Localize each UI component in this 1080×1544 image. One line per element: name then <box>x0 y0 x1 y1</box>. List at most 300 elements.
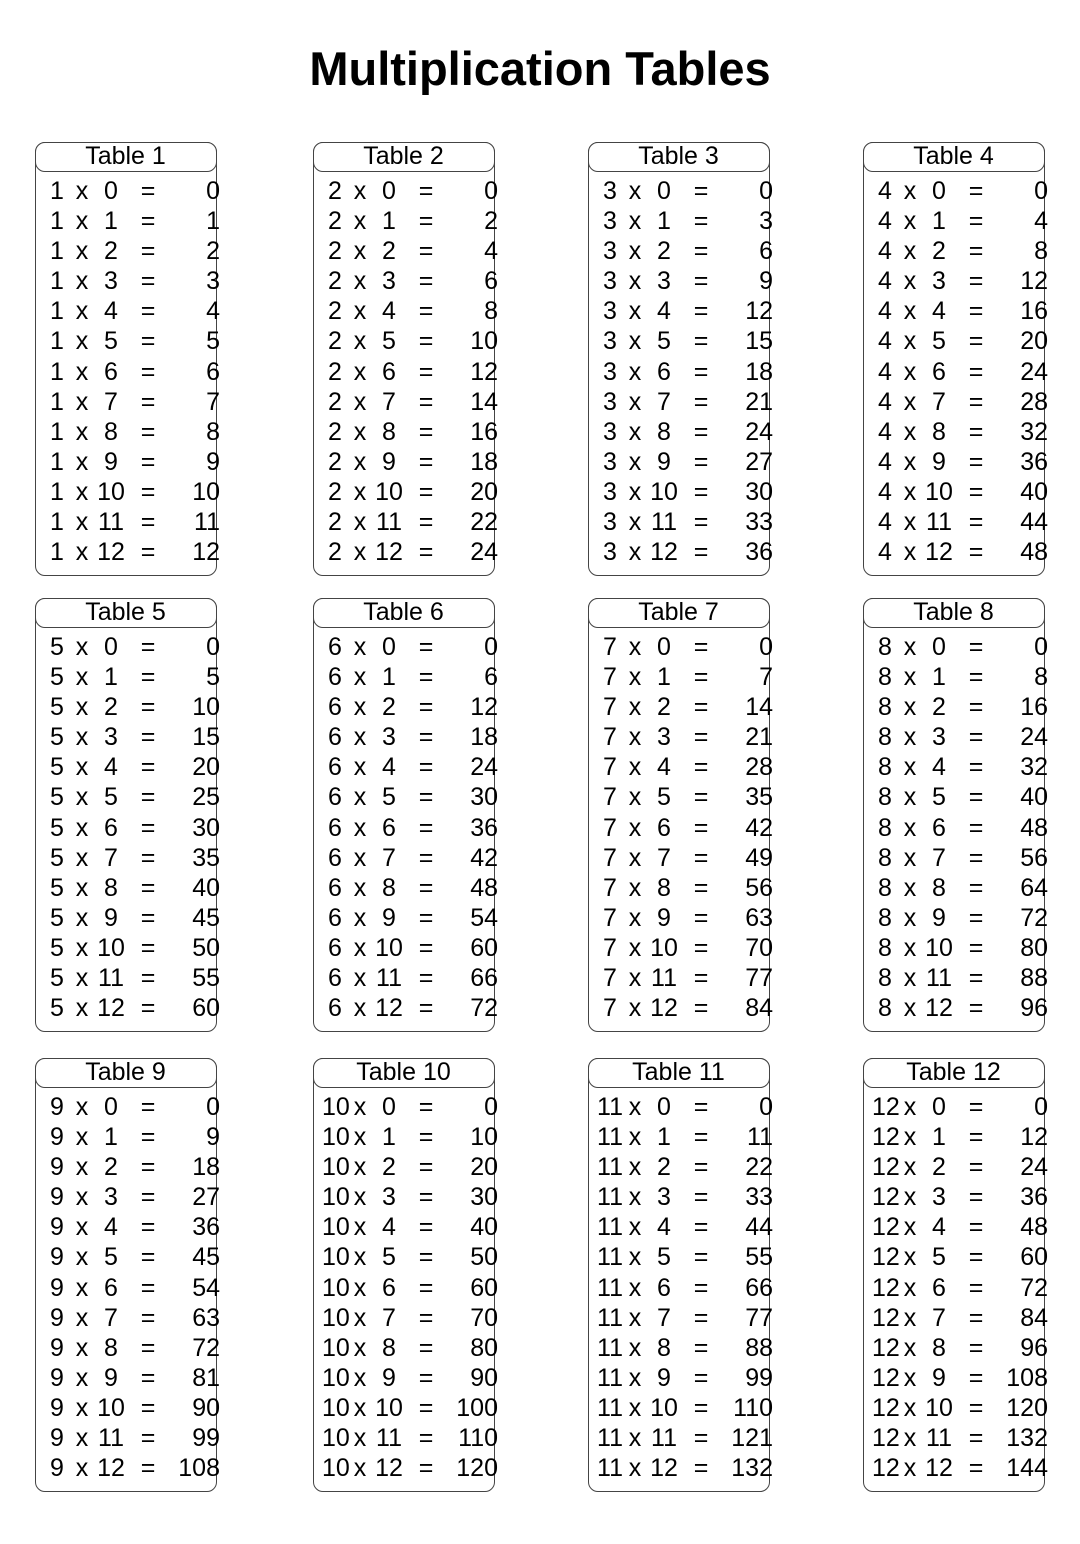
multiplicand: 9 <box>50 1213 64 1242</box>
multiplicand: 6 <box>328 843 342 872</box>
multiplicand: 1 <box>50 297 64 326</box>
multiplier: 9 <box>382 447 396 476</box>
equals-sign: = <box>418 1424 434 1453</box>
multiplicand: 10 <box>322 1213 350 1242</box>
table-row <box>36 993 220 1023</box>
product: 5 <box>206 327 220 356</box>
table-card <box>313 1057 498 1492</box>
multiplier: 2 <box>932 693 946 722</box>
multiplier: 5 <box>932 327 946 356</box>
table-row <box>314 266 498 296</box>
equals-sign: = <box>140 693 156 722</box>
table-row <box>314 722 498 752</box>
product: 8 <box>1034 237 1048 266</box>
product: 50 <box>470 1243 498 1272</box>
equals-sign: = <box>968 813 984 842</box>
table-rows <box>36 632 220 1023</box>
equals-sign: = <box>693 994 709 1023</box>
table-row <box>36 266 220 296</box>
product: 60 <box>192 994 220 1023</box>
multiplicand: 2 <box>328 327 342 356</box>
multiplier: 0 <box>382 177 396 205</box>
multiplicand: 2 <box>328 267 342 296</box>
table-row <box>314 1363 498 1393</box>
product: 30 <box>470 783 498 812</box>
product: 30 <box>745 477 773 506</box>
times-sign: x <box>628 177 642 205</box>
multiplicand: 12 <box>872 1123 900 1152</box>
table-row <box>36 963 220 993</box>
multiplier: 1 <box>932 663 946 692</box>
multiplier: 8 <box>657 417 671 446</box>
multiplicand: 7 <box>603 783 617 812</box>
product: 108 <box>1006 1363 1048 1392</box>
table-row <box>864 1242 1048 1272</box>
table-row <box>864 206 1048 236</box>
product: 49 <box>745 843 773 872</box>
product: 30 <box>192 813 220 842</box>
equals-sign: = <box>418 633 434 661</box>
multiplicand: 12 <box>872 1454 900 1483</box>
times-sign: x <box>628 903 642 932</box>
multiplier: 5 <box>657 783 671 812</box>
table-row <box>864 903 1048 933</box>
multiplicand: 11 <box>597 1454 623 1483</box>
times-sign: x <box>353 177 367 205</box>
product: 6 <box>206 357 220 386</box>
times-sign: x <box>353 1454 367 1483</box>
times-sign: x <box>903 508 917 537</box>
equals-sign: = <box>968 1243 984 1272</box>
multiplicand: 12 <box>872 1333 900 1362</box>
equals-sign: = <box>968 538 984 567</box>
product: 0 <box>484 633 498 661</box>
product: 0 <box>206 1093 220 1121</box>
multiplier: 12 <box>97 538 125 567</box>
multiplicand: 10 <box>322 1153 350 1182</box>
product: 48 <box>1020 538 1048 567</box>
times-sign: x <box>628 783 642 812</box>
multiplicand: 6 <box>328 813 342 842</box>
table-row <box>589 296 773 326</box>
table-row <box>314 1273 498 1303</box>
multiplicand: 3 <box>603 538 617 567</box>
table-row <box>589 206 773 236</box>
table-row <box>314 752 498 782</box>
multiplicand: 3 <box>603 357 617 386</box>
equals-sign: = <box>693 538 709 567</box>
product: 0 <box>484 1093 498 1121</box>
multiplicand: 10 <box>322 1183 350 1212</box>
table-row <box>589 692 773 722</box>
product: 110 <box>458 1424 498 1453</box>
product: 81 <box>192 1363 220 1392</box>
table-row <box>864 993 1048 1023</box>
equals-sign: = <box>418 447 434 476</box>
product: 16 <box>470 417 498 446</box>
equals-sign: = <box>140 297 156 326</box>
table-row <box>864 1212 1048 1242</box>
product: 4 <box>206 297 220 326</box>
product: 11 <box>194 508 220 537</box>
multiplicand: 3 <box>603 327 617 356</box>
multiplicand: 6 <box>328 873 342 902</box>
table-row <box>314 206 498 236</box>
multiplicand: 3 <box>603 267 617 296</box>
multiplicand: 2 <box>328 297 342 326</box>
table-row <box>589 722 773 752</box>
equals-sign: = <box>693 267 709 296</box>
multiplier: 1 <box>932 207 946 236</box>
times-sign: x <box>903 1333 917 1362</box>
times-sign: x <box>353 753 367 782</box>
multiplier: 7 <box>932 1303 946 1332</box>
times-sign: x <box>903 1243 917 1272</box>
multiplicand: 4 <box>878 477 892 506</box>
equals-sign: = <box>140 753 156 782</box>
equals-sign: = <box>968 1273 984 1302</box>
product: 3 <box>206 267 220 296</box>
times-sign: x <box>628 1393 642 1422</box>
multiplier: 0 <box>382 1093 396 1121</box>
table-row <box>314 1333 498 1363</box>
multiplier: 2 <box>382 237 396 266</box>
equals-sign: = <box>693 873 709 902</box>
table-row <box>589 326 773 356</box>
multiplier: 1 <box>657 1123 671 1152</box>
multiplier: 1 <box>932 1123 946 1152</box>
product: 5 <box>206 663 220 692</box>
times-sign: x <box>75 1363 89 1392</box>
multiplier: 5 <box>104 1243 118 1272</box>
multiplicand: 10 <box>322 1333 350 1362</box>
table-rows <box>314 632 498 1023</box>
table-card <box>313 597 498 1032</box>
product: 12 <box>470 693 498 722</box>
table-row <box>314 537 498 567</box>
times-sign: x <box>903 753 917 782</box>
table-header: Table 10 <box>313 1058 495 1088</box>
table-row <box>36 1453 220 1483</box>
multiplicand: 9 <box>50 1273 64 1302</box>
product: 72 <box>192 1333 220 1362</box>
multiplicand: 4 <box>878 267 892 296</box>
product: 44 <box>1020 508 1048 537</box>
equals-sign: = <box>968 267 984 296</box>
multiplicand: 5 <box>50 693 64 722</box>
table-row <box>589 387 773 417</box>
multiplicand: 4 <box>878 237 892 266</box>
equals-sign: = <box>418 1363 434 1392</box>
multiplicand: 10 <box>322 1123 350 1152</box>
times-sign: x <box>903 994 917 1023</box>
table-row <box>864 963 1048 993</box>
product: 42 <box>470 843 498 872</box>
times-sign: x <box>353 1273 367 1302</box>
product: 132 <box>731 1454 773 1483</box>
multiplicand: 3 <box>603 508 617 537</box>
equals-sign: = <box>693 903 709 932</box>
multiplicand: 4 <box>878 447 892 476</box>
table-row <box>314 1092 498 1122</box>
table-row <box>36 417 220 447</box>
table-row <box>589 782 773 812</box>
equals-sign: = <box>140 237 156 266</box>
times-sign: x <box>75 207 89 236</box>
table-row <box>314 873 498 903</box>
times-sign: x <box>75 1454 89 1483</box>
table-row <box>589 993 773 1023</box>
equals-sign: = <box>968 1424 984 1453</box>
multiplier: 5 <box>657 327 671 356</box>
table-rows <box>589 176 773 567</box>
equals-sign: = <box>140 663 156 692</box>
table-row <box>589 662 773 692</box>
multiplier: 3 <box>657 267 671 296</box>
equals-sign: = <box>418 357 434 386</box>
equals-sign: = <box>968 327 984 356</box>
table-row <box>864 266 1048 296</box>
multiplier: 9 <box>932 447 946 476</box>
times-sign: x <box>75 843 89 872</box>
times-sign: x <box>628 1153 642 1182</box>
page-title: Multiplication Tables <box>309 42 771 95</box>
multiplicand: 7 <box>603 813 617 842</box>
multiplicand: 12 <box>872 1213 900 1242</box>
table-row <box>589 632 773 662</box>
multiplicand: 8 <box>878 933 892 962</box>
times-sign: x <box>903 538 917 567</box>
product: 12 <box>470 357 498 386</box>
times-sign: x <box>903 417 917 446</box>
multiplier: 11 <box>926 508 952 537</box>
times-sign: x <box>75 933 89 962</box>
equals-sign: = <box>418 1153 434 1182</box>
table-rows <box>589 1092 773 1483</box>
multiplicand: 10 <box>322 1243 350 1272</box>
product: 55 <box>192 964 220 993</box>
product: 45 <box>192 1243 220 1272</box>
multiplicand: 12 <box>872 1153 900 1182</box>
times-sign: x <box>353 447 367 476</box>
table-row <box>36 1152 220 1182</box>
table-row <box>314 632 498 662</box>
equals-sign: = <box>968 783 984 812</box>
equals-sign: = <box>968 1363 984 1392</box>
equals-sign: = <box>418 1454 434 1483</box>
multiplicand: 8 <box>878 873 892 902</box>
multiplier: 11 <box>98 508 124 537</box>
product: 100 <box>456 1393 498 1422</box>
multiplier: 10 <box>97 477 125 506</box>
table-row <box>864 417 1048 447</box>
product: 4 <box>484 237 498 266</box>
product: 24 <box>470 538 498 567</box>
equals-sign: = <box>693 1424 709 1453</box>
multiplier: 5 <box>932 783 946 812</box>
product: 11 <box>747 1123 773 1152</box>
multiplicand: 4 <box>878 327 892 356</box>
multiplier: 5 <box>657 1243 671 1272</box>
multiplier: 11 <box>651 508 677 537</box>
multiplier: 7 <box>932 387 946 416</box>
table-header: Table 7 <box>588 598 770 628</box>
multiplier: 11 <box>376 964 402 993</box>
product: 120 <box>456 1454 498 1483</box>
multiplicand: 3 <box>603 177 617 205</box>
times-sign: x <box>628 207 642 236</box>
product: 18 <box>470 447 498 476</box>
multiplier: 6 <box>657 357 671 386</box>
table-row <box>314 1152 498 1182</box>
product: 10 <box>470 327 498 356</box>
multiplier: 11 <box>376 508 402 537</box>
equals-sign: = <box>140 538 156 567</box>
multiplicand: 3 <box>603 417 617 446</box>
equals-sign: = <box>968 1153 984 1182</box>
times-sign: x <box>628 1303 642 1332</box>
multiplier: 0 <box>657 177 671 205</box>
times-sign: x <box>75 297 89 326</box>
product: 3 <box>759 207 773 236</box>
multiplier: 8 <box>932 873 946 902</box>
table-row <box>864 1092 1048 1122</box>
multiplier: 12 <box>375 538 403 567</box>
multiplicand: 7 <box>603 663 617 692</box>
product: 48 <box>1020 813 1048 842</box>
table-row <box>314 1303 498 1333</box>
multiplier: 6 <box>104 813 118 842</box>
multiplier: 7 <box>657 387 671 416</box>
times-sign: x <box>628 843 642 872</box>
table-row <box>864 447 1048 477</box>
product: 16 <box>1020 693 1048 722</box>
table-row <box>314 176 498 206</box>
multiplicand: 11 <box>597 1183 623 1212</box>
times-sign: x <box>353 1093 367 1121</box>
equals-sign: = <box>140 1333 156 1362</box>
table-row <box>589 813 773 843</box>
multiplicand: 5 <box>50 964 64 993</box>
equals-sign: = <box>140 1183 156 1212</box>
equals-sign: = <box>968 873 984 902</box>
product: 40 <box>1020 477 1048 506</box>
times-sign: x <box>628 508 642 537</box>
table-row <box>864 1423 1048 1453</box>
multiplier: 5 <box>382 783 396 812</box>
multiplier: 8 <box>382 1333 396 1362</box>
equals-sign: = <box>968 1303 984 1332</box>
product: 144 <box>1006 1454 1048 1483</box>
product: 24 <box>1020 357 1048 386</box>
equals-sign: = <box>968 964 984 993</box>
equals-sign: = <box>418 994 434 1023</box>
table-row <box>589 1393 773 1423</box>
equals-sign: = <box>140 387 156 416</box>
multiplier: 4 <box>382 753 396 782</box>
table-row <box>864 843 1048 873</box>
multiplicand: 1 <box>50 327 64 356</box>
table-row <box>36 782 220 812</box>
multiplier: 6 <box>932 357 946 386</box>
table-header: Table 1 <box>35 142 217 172</box>
times-sign: x <box>353 207 367 236</box>
multiplier: 12 <box>925 994 953 1023</box>
multiplier: 4 <box>657 297 671 326</box>
table-row <box>864 1182 1048 1212</box>
table-row <box>314 933 498 963</box>
product: 0 <box>206 177 220 205</box>
multiplier: 1 <box>382 207 396 236</box>
multiplicand: 11 <box>597 1243 623 1272</box>
equals-sign: = <box>418 753 434 782</box>
equals-sign: = <box>968 1213 984 1242</box>
multiplicand: 5 <box>50 813 64 842</box>
times-sign: x <box>903 297 917 326</box>
table-row <box>314 662 498 692</box>
times-sign: x <box>628 663 642 692</box>
equals-sign: = <box>140 843 156 872</box>
product: 56 <box>1020 843 1048 872</box>
multiplier: 2 <box>657 693 671 722</box>
product: 20 <box>470 477 498 506</box>
table-header: Table 8 <box>863 598 1045 628</box>
product: 40 <box>470 1213 498 1242</box>
product: 21 <box>745 387 773 416</box>
multiplier: 10 <box>375 933 403 962</box>
equals-sign: = <box>140 508 156 537</box>
table-card <box>863 1057 1048 1492</box>
equals-sign: = <box>140 267 156 296</box>
product: 42 <box>745 813 773 842</box>
product: 48 <box>1020 1213 1048 1242</box>
multiplicand: 9 <box>50 1093 64 1121</box>
times-sign: x <box>903 477 917 506</box>
product: 90 <box>192 1393 220 1422</box>
product: 96 <box>1020 1333 1048 1362</box>
multiplicand: 1 <box>50 538 64 567</box>
table-row <box>589 1242 773 1272</box>
table-row <box>36 1212 220 1242</box>
multiplier: 8 <box>104 417 118 446</box>
equals-sign: = <box>140 783 156 812</box>
multiplier: 3 <box>657 723 671 752</box>
multiplier: 4 <box>104 753 118 782</box>
product: 6 <box>484 663 498 692</box>
times-sign: x <box>75 447 89 476</box>
multiplier: 3 <box>932 267 946 296</box>
table-row <box>589 1212 773 1242</box>
times-sign: x <box>353 417 367 446</box>
product: 88 <box>745 1333 773 1362</box>
multiplier: 6 <box>382 357 396 386</box>
product: 22 <box>470 508 498 537</box>
equals-sign: = <box>140 207 156 236</box>
product: 77 <box>745 964 773 993</box>
table-row <box>589 933 773 963</box>
multiplier: 6 <box>104 1273 118 1302</box>
table-row <box>864 1273 1048 1303</box>
times-sign: x <box>628 1183 642 1212</box>
times-sign: x <box>353 783 367 812</box>
equals-sign: = <box>140 177 156 205</box>
multiplier: 2 <box>104 1153 118 1182</box>
multiplier: 3 <box>382 1183 396 1212</box>
table-row <box>314 1423 498 1453</box>
multiplicand: 6 <box>328 693 342 722</box>
table-row <box>864 296 1048 326</box>
multiplier: 3 <box>657 1183 671 1212</box>
